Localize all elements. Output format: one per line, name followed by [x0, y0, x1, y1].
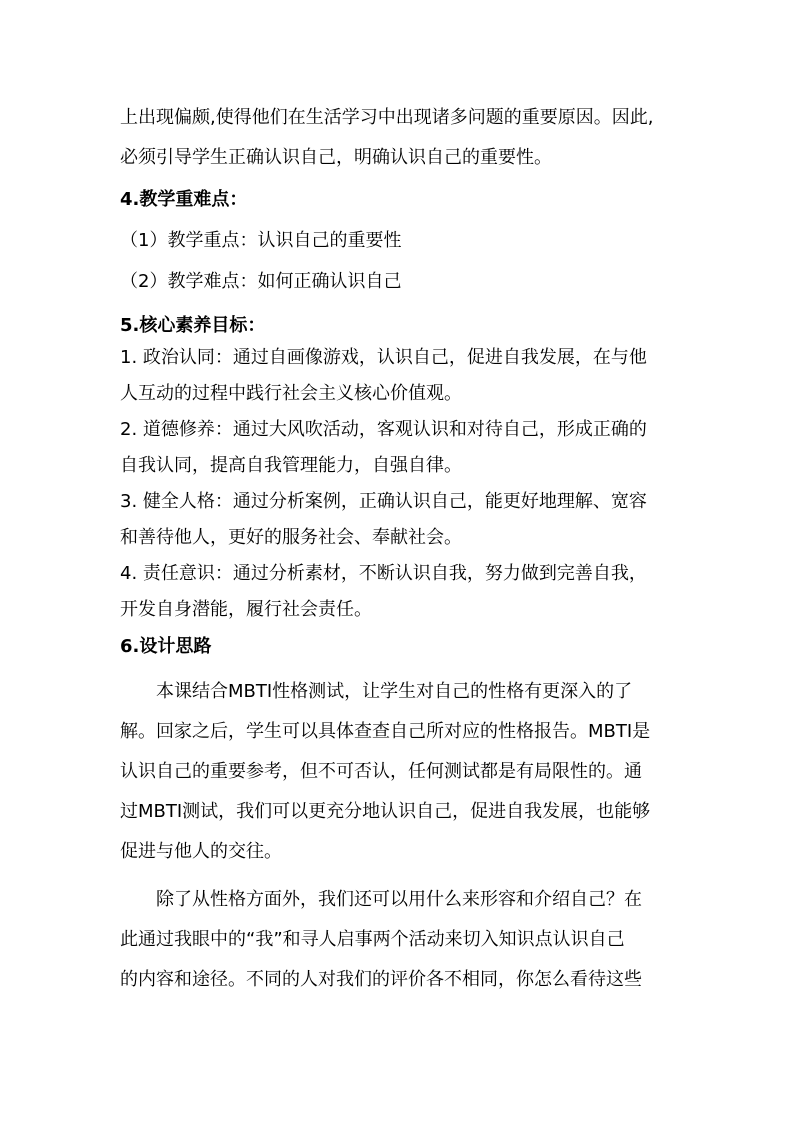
paragraph-line: 除了从性格方面外，我们还可以用什么来形容和介绍自己？在	[156, 889, 642, 910]
paragraph-line: 促进与他人的交往。	[120, 841, 282, 862]
section-heading-6: 6.设计思路	[120, 636, 212, 657]
goal-line: 自我认同，提高自我管理能力，自强自律。	[120, 455, 462, 476]
goal-line: 人互动的过程中践行社会主义核心价值观。	[120, 383, 462, 404]
goal-line: 开发自身潜能，履行社会责任。	[120, 599, 372, 620]
section-heading-4: 4.教学重难点：	[120, 189, 248, 210]
paragraph-line: 过MBTI测试，我们可以更充分地认识自己，促进自我发展，也能够	[120, 801, 651, 822]
paragraph-line: 本课结合MBTI性格测试，让学生对自己的性格有更深入的了	[156, 681, 633, 702]
goal-line: 3. 健全人格：通过分析案例，正确认识自己，能更好地理解、宽容	[120, 491, 647, 512]
key-point-line: （1）教学重点：认识自己的重要性	[120, 230, 402, 251]
goal-line: 1. 政治认同：通过自画像游戏，认识自己，促进自我发展，在与他	[120, 347, 647, 368]
paragraph-line: 必须引导学生正确认识自己，明确认识自己的重要性。	[120, 147, 552, 168]
section-heading-5: 5.核心素养目标：	[120, 315, 266, 336]
paragraph-line: 此通过我眼中的“我”和寻人启事两个活动来切入知识点认识自己	[120, 929, 625, 950]
paragraph-line: 的内容和途径。不同的人对我们的评价各不相同，你怎么看待这些	[120, 969, 642, 990]
goal-line: 4. 责任意识：通过分析素材，不断认识自我，努力做到完善自我，	[120, 563, 647, 584]
goal-line: 和善待他人，更好的服务社会、奉献社会。	[120, 527, 462, 548]
paragraph-line: 上出现偏颇,使得他们在生活学习中出现诸多问题的重要原因。因此,	[120, 107, 654, 128]
difficult-point-line: （2）教学难点：如何正确认识自己	[120, 271, 402, 292]
goal-line: 2. 道德修养：通过大风吹活动，客观认识和对待自己，形成正确的	[120, 419, 647, 440]
paragraph-line: 解。回家之后，学生可以具体查查自己所对应的性格报告。MBTI是	[120, 721, 651, 742]
paragraph-line: 认识自己的重要参考，但不可否认，任何测试都是有局限性的。通	[120, 761, 642, 782]
